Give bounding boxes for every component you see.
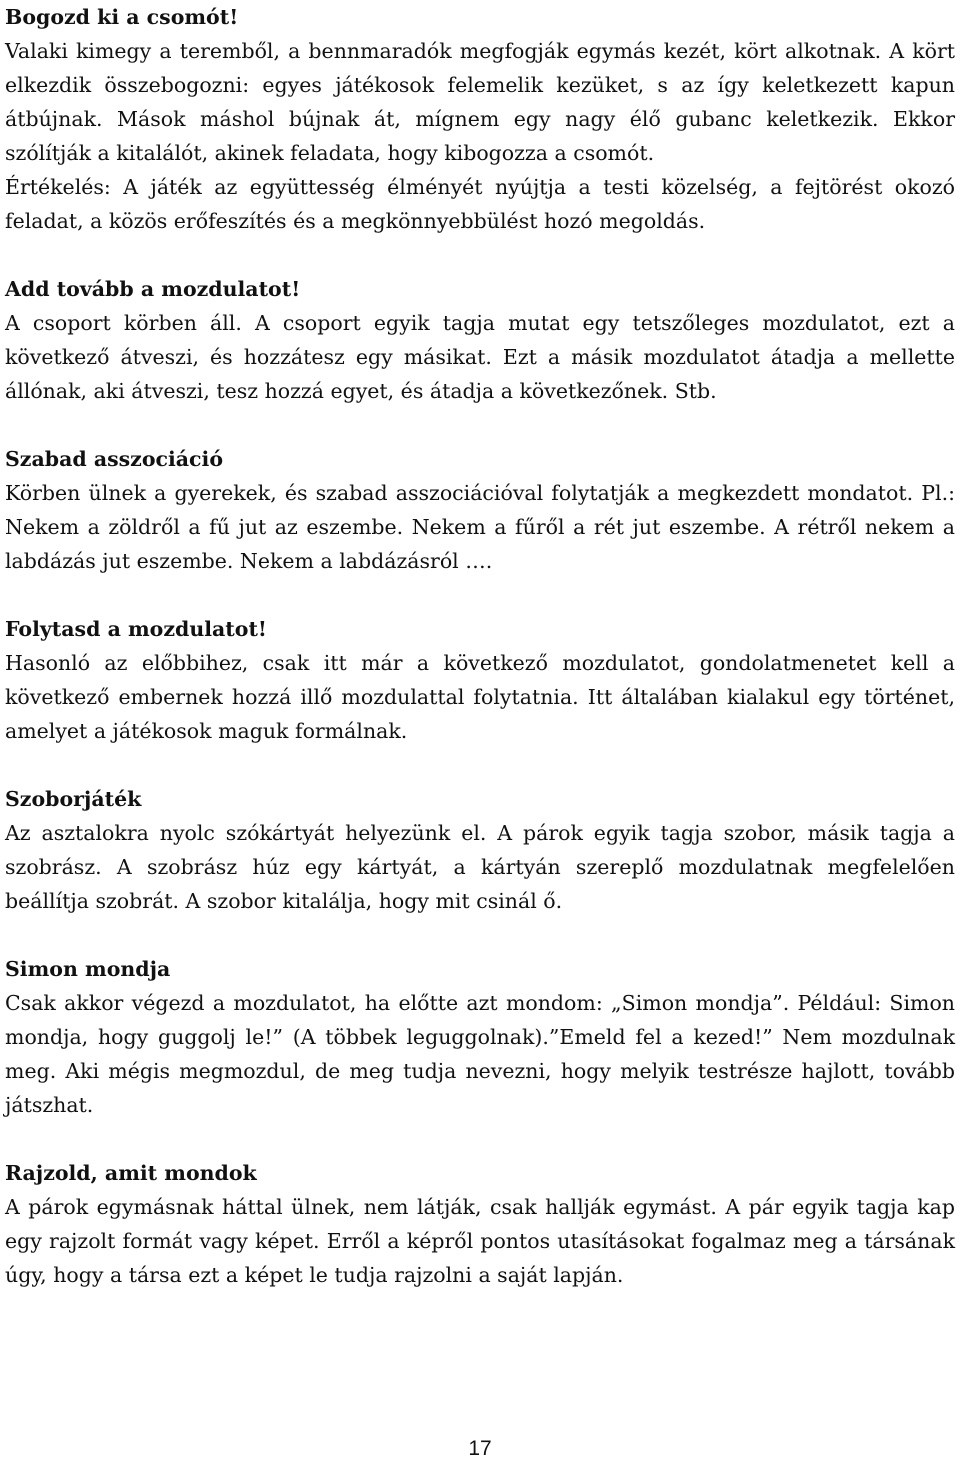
page-number: 17 [468,1437,492,1460]
section-paragraph: Körben ülnek a gyerekek, és szabad asszociációval folytatják a megkezdett mondatot. Pl.: Nekem a zöldről a fű jut az eszembe. Nekem a fűről a rét jut eszembe. A rétről nekem a labdázás jut eszembe. Nekem a labdázásról …. [5,481,955,573]
section-paragraph: Valaki kimegy a teremből, a bennmaradók megfogják egymás kezét, kört alkotnak. A kört elkezdik összebogozni: egyes játékosok felemelik kezüket, s az így keletkezett kapun átbújnak. Mások máshol bújnak át, mígnem egy nagy élő gubanc keletkezik. Ekkor szólítják a kitalálót, akinek feladata, hogy kibogozza a csomót. [5,39,955,165]
section-title: Bogozd ki a csomót! [5,5,239,29]
section-bogozd-ki [5,0,955,238]
section-add-tovabb [5,272,955,408]
section-paragraph: A csoport körben áll. A csoport egyik tagja mutat egy tetszőleges mozdulatot, ezt a következő átveszi, és hozzátesz egy másikat. Ezt a másik mozdulatot átadja a mellette állónak, aki átveszi, tesz hozzá egyet, és átadja a következőnek. Stb. [5,311,955,403]
section-folytasd [5,612,955,748]
section-title: Folytasd a mozdulatot! [5,617,267,641]
section-title: Add tovább a mozdulatot! [5,277,301,301]
section-simon-mondja [5,952,955,1122]
section-szoborjatek [5,782,955,918]
section-paragraph: A párok egymásnak háttal ülnek, nem látják, csak hallják egymást. A pár egyik tagja kap egy rajzolt formát vagy képet. Erről a képről pontos utasításokat fogalmaz meg a társának úgy, hogy a társa ezt a képet le tudja rajzolni a saját lapján. [5,1195,955,1287]
section-title: Simon mondja [5,957,171,981]
document-page [5,0,955,1326]
section-title: Szabad asszociáció [5,447,223,471]
section-title: Szoborjáték [5,787,142,811]
section-title: Rajzold, amit mondok [5,1161,257,1185]
section-paragraph: Csak akkor végezd a mozdulatot, ha előtte azt mondom: „Simon mondja”. Például: Simon mondja, hogy guggolj le!” (A többek leguggolnak).”Emeld fel a kezed!” Nem mozdulnak meg. Aki mégis megmozdul, de meg tudja nevezni, hogy melyik testrésze hajlott, tovább játszhat. [5,991,955,1117]
section-rajzold [5,1156,955,1292]
section-paragraph: Az asztalokra nyolc szókártyát helyezünk el. A párok egyik tagja szobor, másik tagja a szobrász. A szobrász húz egy kártyát, a kártyán szereplő mozdulatnak megfelelően beállítja szobrát. A szobor kitalálja, hogy mit csinál ő. [5,821,955,913]
section-paragraph: Hasonló az előbbihez, csak itt már a következő mozdulatot, gondolatmenetet kell a következő embernek hozzá illő mozdulattal folytatnia. Itt általában kialakul egy történet, amelyet a játékosok maguk formálnak. [5,651,955,743]
section-szabad-asszociacio [5,442,955,578]
evaluation-paragraph: Értékelés: A játék az együttesség élményét nyújtja a testi közelség, a fejtörést okozó feladat, a közös erőfeszítés és a megkönnyebbülést hozó megoldás. [5,175,955,233]
